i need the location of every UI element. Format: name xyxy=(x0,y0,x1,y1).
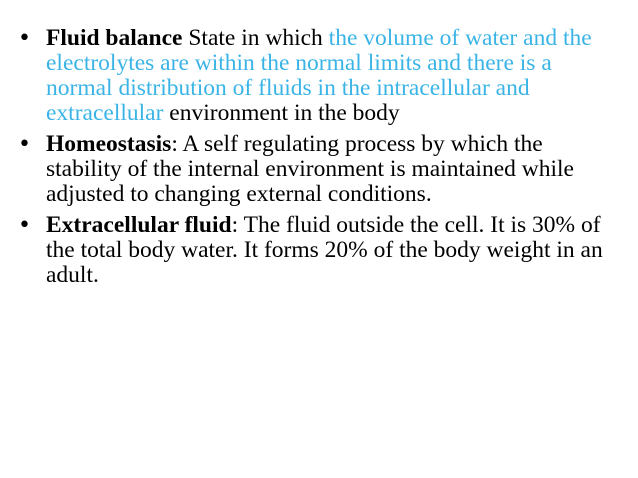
definition-extracellular-fluid: : The fluid outside the cell. It is 30% of the total body water. It forms 20% of the body weight in an adult. xyxy=(46,212,603,288)
bullet-marker: • xyxy=(18,213,31,238)
definition-end: environment in the body xyxy=(163,100,400,126)
definition-intro: State in which xyxy=(182,25,329,51)
bullet-extracellular-fluid xyxy=(18,213,623,288)
bullet-homeostasis xyxy=(18,132,623,207)
definition-homeostasis: : A self regulating process by which the stability of the internal environment is maintained while adjusted to changing external conditions. xyxy=(46,131,574,207)
term-fluid-balance: Fluid balance xyxy=(46,25,183,51)
definition-highlight: the volume of water and the electrolytes are within the normal limits and there is a normal distribution of fluids in the intracellular and extracellular xyxy=(46,25,592,126)
bullet-fluid-balance xyxy=(18,26,623,126)
bullet-list xyxy=(18,26,623,294)
term-extracellular-fluid: Extracellular fluid xyxy=(46,212,232,238)
bullet-marker: • xyxy=(18,26,31,51)
bullet-marker: • xyxy=(18,132,31,157)
term-homeostasis: Homeostasis xyxy=(46,131,172,157)
